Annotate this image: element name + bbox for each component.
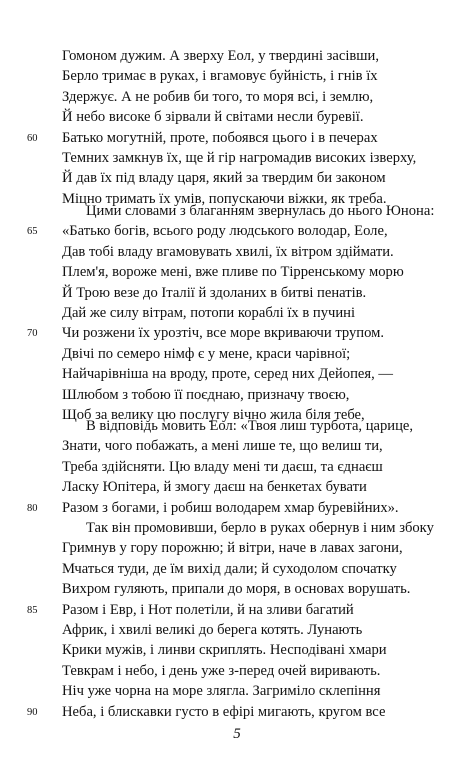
verse-text: Здержує. А не робив би того, то моря всі, і землю,: [62, 88, 374, 105]
verse-line: [0, 262, 474, 282]
verse-text: Ніч уже чорна на море злягла. Загриміло склепіння: [62, 683, 381, 700]
stanza-1: [0, 46, 474, 209]
verse-text: В відповідь мовить Еол: «Твоя лиш турбота, царице,: [86, 418, 414, 434]
verse-line: [0, 661, 474, 681]
verse-text: Вихром гуляють, припали до моря, в основах ворушать.: [62, 581, 411, 598]
verse-text: Неба, і блискавки густо в ефірі мигають, кругом все: [62, 703, 386, 720]
verse-line: [0, 436, 474, 456]
verse-line: [0, 87, 474, 107]
verse-line: [0, 344, 474, 364]
stanza-3: [0, 416, 474, 518]
verse-text: Двічі по семеро німф є у мене, краси чарівної;: [62, 345, 351, 362]
verse-line: [0, 201, 474, 221]
verse-line: [0, 416, 474, 436]
verse-text: Знати, чого побажать, а мені лише те, що велиш ти,: [62, 438, 383, 455]
line-number: 80: [27, 502, 38, 514]
verse-line: [0, 148, 474, 168]
stanza-2: [0, 201, 474, 425]
verse-line: [0, 538, 474, 558]
verse-line: [0, 579, 474, 599]
line-number: 70: [27, 328, 38, 340]
line-number: 85: [27, 604, 38, 616]
verse-text: Африк, і хвилі великі до берега котять. Лунають: [62, 621, 363, 638]
line-number: 60: [27, 132, 38, 144]
verse-text: Батько могутній, проте, побоявся цього і в печерах: [62, 129, 378, 146]
verse-text: Й Трою везе до Італії й здоланих в битві пенатів.: [62, 284, 367, 301]
verse-line: [0, 323, 474, 343]
verse-line: [0, 242, 474, 262]
verse-text: Крики мужів, і линви скриплять. Несподівані хмари: [62, 642, 387, 659]
verse-text: Чи розжени їх урозтіч, все море вкриваючи трупом.: [62, 325, 385, 342]
stanza-4: [0, 518, 474, 722]
verse-text: Дав тобі владу вгамовувать хвилі, їх вітром здіймати.: [62, 243, 394, 260]
verse-line: [0, 477, 474, 497]
verse-line: [0, 702, 474, 722]
verse-line: [0, 457, 474, 477]
verse-line: [0, 128, 474, 148]
line-number: 90: [27, 706, 38, 718]
verse-text: Шлюбом з тобою її поєднаю, призначу твоєю,: [62, 386, 350, 403]
verse-line: [0, 303, 474, 323]
verse-text: Найчарівніша на вроду, проте, серед них Дейопея, —: [62, 366, 393, 383]
verse-text: Так він промовивши, берло в руках обернув і ним збоку: [86, 520, 434, 536]
verse-line: [0, 681, 474, 701]
verse-line: [0, 600, 474, 620]
verse-text: Цими словами з благанням звернулась до нього Юнона:: [86, 203, 435, 219]
verse-line: [0, 385, 474, 405]
verse-line: [0, 221, 474, 241]
verse-line: [0, 283, 474, 303]
verse-text: Разом і Евр, і Нот полетіли, й на зливи багатий: [62, 601, 354, 618]
verse-text: Темних замкнув їх, ще й гір нагромадив високих ізверху,: [62, 149, 417, 166]
verse-text: Берло тримає в руках, і вгамовує буйність, і гнів їх: [62, 68, 378, 85]
verse-text: Разом з богами, і робиш володарем хмар буревійних».: [62, 499, 399, 516]
verse-text: Й небо високе б зірвали й світами несли буревії.: [62, 109, 364, 126]
verse-line: [0, 46, 474, 66]
verse-line: [0, 107, 474, 127]
verse-text: Мчаться туди, де їм вихід дали; й суходолом спочатку: [62, 560, 397, 577]
verse-line: [0, 168, 474, 188]
verse-line: [0, 66, 474, 86]
verse-text: Плем'я, вороже мені, вже пливе по Тірренському морю: [62, 264, 404, 281]
verse-line: [0, 518, 474, 538]
verse-text: Й дав їх під владу царя, який за твердим би законом: [62, 170, 386, 187]
line-number: 65: [27, 226, 38, 238]
verse-line: [0, 620, 474, 640]
verse-text: Міцно тримать їх умів, попускаючи віжки, як треба.: [62, 190, 387, 207]
verse-text: Дай же силу вітрам, потопи кораблі їх в пучині: [62, 304, 356, 321]
verse-text: Ласку Юпітера, й змогу даєш на бенкетах бувати: [62, 479, 367, 496]
verse-text: Тевкрам і небо, і день уже з-перед очей виривають.: [62, 662, 381, 679]
verse-line: [0, 498, 474, 518]
verse-text: Щоб за велику цю послугу вічно жила біля тебе,: [62, 406, 365, 423]
verse-line: [0, 559, 474, 579]
verse-line: [0, 364, 474, 384]
verse-text: Гомоном дужим. А зверху Еол, у твердині засівши,: [62, 48, 380, 64]
page-number: 5: [233, 726, 241, 742]
verse-text: «Батько богів, всього роду людського володар, Еоле,: [62, 223, 388, 240]
verse-line: [0, 640, 474, 660]
verse-text: Гримнув у гору порожню; й вітри, наче в лавах загони,: [62, 540, 403, 557]
verse-text: Треба здійсняти. Цю владу мені ти даєш, та єднаєш: [62, 458, 383, 475]
